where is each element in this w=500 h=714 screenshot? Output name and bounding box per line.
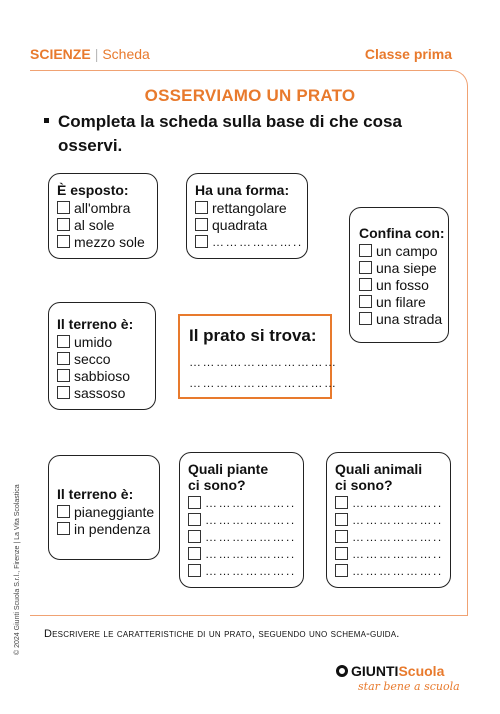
blank-line[interactable]: ……………….. [352,495,443,510]
blank-row[interactable] [188,562,303,579]
blank-line[interactable]: ……………….. [205,529,296,544]
subject-header [30,46,150,62]
blank-line[interactable]: ……………….. [205,563,296,578]
sheet-type-label: Scheda [102,46,150,62]
header-separator: | [94,46,99,62]
option-row[interactable] [359,259,448,276]
blank-line[interactable]: …………………………… [189,376,338,390]
checkbox[interactable] [335,513,348,526]
blank-line[interactable]: ……………….. [352,546,443,561]
box-heading-2: ci sono? [335,477,393,493]
option-label: mezzo sole [74,233,145,250]
option-row[interactable] [57,333,155,350]
logo-brand-2: Scuola [398,663,445,679]
blank-line[interactable]: ……………….. [352,512,443,527]
option-row[interactable] [195,199,307,216]
option-row[interactable] [195,216,307,233]
blank-line[interactable]: ……………….. [205,512,296,527]
option-label: umido [74,333,113,350]
option-label: rettangolare [212,199,287,216]
blank-line[interactable]: ……………….. [352,563,443,578]
logo-brand: GIUNTI [351,663,399,679]
checkbox[interactable] [195,218,208,231]
blank-row[interactable] [188,511,303,528]
checkbox[interactable] [57,218,70,231]
blank-row[interactable] [335,562,450,579]
box-heading: Confina con: [359,225,445,241]
option-row[interactable] [359,276,448,293]
checkbox[interactable] [57,522,70,535]
checkbox[interactable] [57,201,70,214]
box-heading: Il prato si trova: [189,326,317,345]
box-terreno-1 [48,302,156,410]
blank-line[interactable]: …………………………… [189,355,338,369]
blank-line[interactable]: ……………….. [212,234,303,249]
option-row[interactable] [57,350,155,367]
checkbox[interactable] [188,547,201,560]
checkbox[interactable] [57,505,70,518]
checkbox[interactable] [57,235,70,248]
option-label: una strada [376,310,443,327]
blank-row[interactable] [335,494,450,511]
checkbox[interactable] [57,369,70,382]
option-row[interactable] [359,293,448,310]
blank-line[interactable]: ……………….. [205,546,296,561]
blank-row[interactable] [335,511,450,528]
option-row[interactable] [57,216,157,233]
checkbox[interactable] [335,530,348,543]
checkbox[interactable] [359,261,372,274]
blank-line[interactable]: ……………….. [205,495,296,510]
option-label: sassoso [74,384,126,401]
checkbox[interactable] [359,278,372,291]
option-label: sabbioso [74,367,131,384]
option-row[interactable] [359,310,448,327]
option-row[interactable] [57,367,155,384]
box-heading-1: Quali piante [188,461,269,477]
option-row[interactable] [359,242,448,259]
checkbox[interactable] [195,201,208,214]
instruction [44,110,444,158]
option-row[interactable] [57,199,157,216]
box-heading-2: ci sono? [188,477,246,493]
bullet-icon [44,118,49,123]
publisher-logo [336,663,460,693]
class-label: Classe prima [364,46,452,62]
giunti-g-icon [336,665,348,677]
checkbox[interactable] [335,564,348,577]
option-label: un fosso [376,276,429,293]
box-heading: Il terreno è: [57,486,134,502]
option-label: secco [74,350,111,367]
checkbox[interactable] [335,496,348,509]
option-row[interactable] [57,520,159,537]
logo-tagline: star bene a scuola [358,680,460,693]
box-piante [179,452,304,588]
option-label: quadrata [212,216,268,233]
box-forma [186,173,308,259]
checkbox[interactable] [188,496,201,509]
page-title: OSSERVIAMO UN PRATO [144,86,356,105]
blank-line[interactable]: ……………….. [352,529,443,544]
footer-description: Descrivere le caratteristiche di un prato, seguendo uno schema-guida. [44,628,400,640]
checkbox[interactable] [359,312,372,325]
blank-row[interactable] [188,528,303,545]
blank-row[interactable] [188,545,303,562]
option-row[interactable] [195,233,307,250]
blank-row[interactable] [335,528,450,545]
option-label: in pendenza [74,520,151,537]
box-heading: Ha una forma: [195,182,290,198]
checkbox[interactable] [335,547,348,560]
box-heading-1: Quali animali [335,461,423,477]
copyright-credit: © 2024 Giunti Scuola S.r.l., Firenze | La Vita Scolastica [14,484,21,655]
option-label: al sole [74,216,115,233]
subject-label: SCIENZE [30,46,91,62]
checkbox[interactable] [188,513,201,526]
blank-row[interactable] [188,494,303,511]
box-animali [326,452,451,588]
checkbox[interactable] [195,235,208,248]
box-terreno-2 [48,455,160,560]
option-label: pianeggiante [74,503,155,520]
option-row[interactable] [57,233,157,250]
checkbox[interactable] [359,295,372,308]
checkbox[interactable] [359,244,372,257]
checkbox[interactable] [57,335,70,348]
checkbox[interactable] [188,530,201,543]
option-label: un filare [376,293,426,310]
option-row[interactable] [57,384,155,401]
checkbox[interactable] [188,564,201,577]
option-label: un campo [376,242,438,259]
instruction-line-2: osservi. [58,136,123,155]
checkbox[interactable] [57,386,70,399]
option-label: all'ombra [74,199,131,216]
option-label: una siepe [376,259,437,276]
box-heading: È esposto: [57,182,129,198]
checkbox[interactable] [57,352,70,365]
box-heading: Il terreno è: [57,316,134,332]
blank-row[interactable] [335,545,450,562]
option-row[interactable] [57,503,159,520]
box-esposto [48,173,158,259]
box-prato [178,314,338,399]
box-confina [349,207,449,343]
instruction-line-1: Completa la scheda sulla base di che cosa [58,112,402,131]
